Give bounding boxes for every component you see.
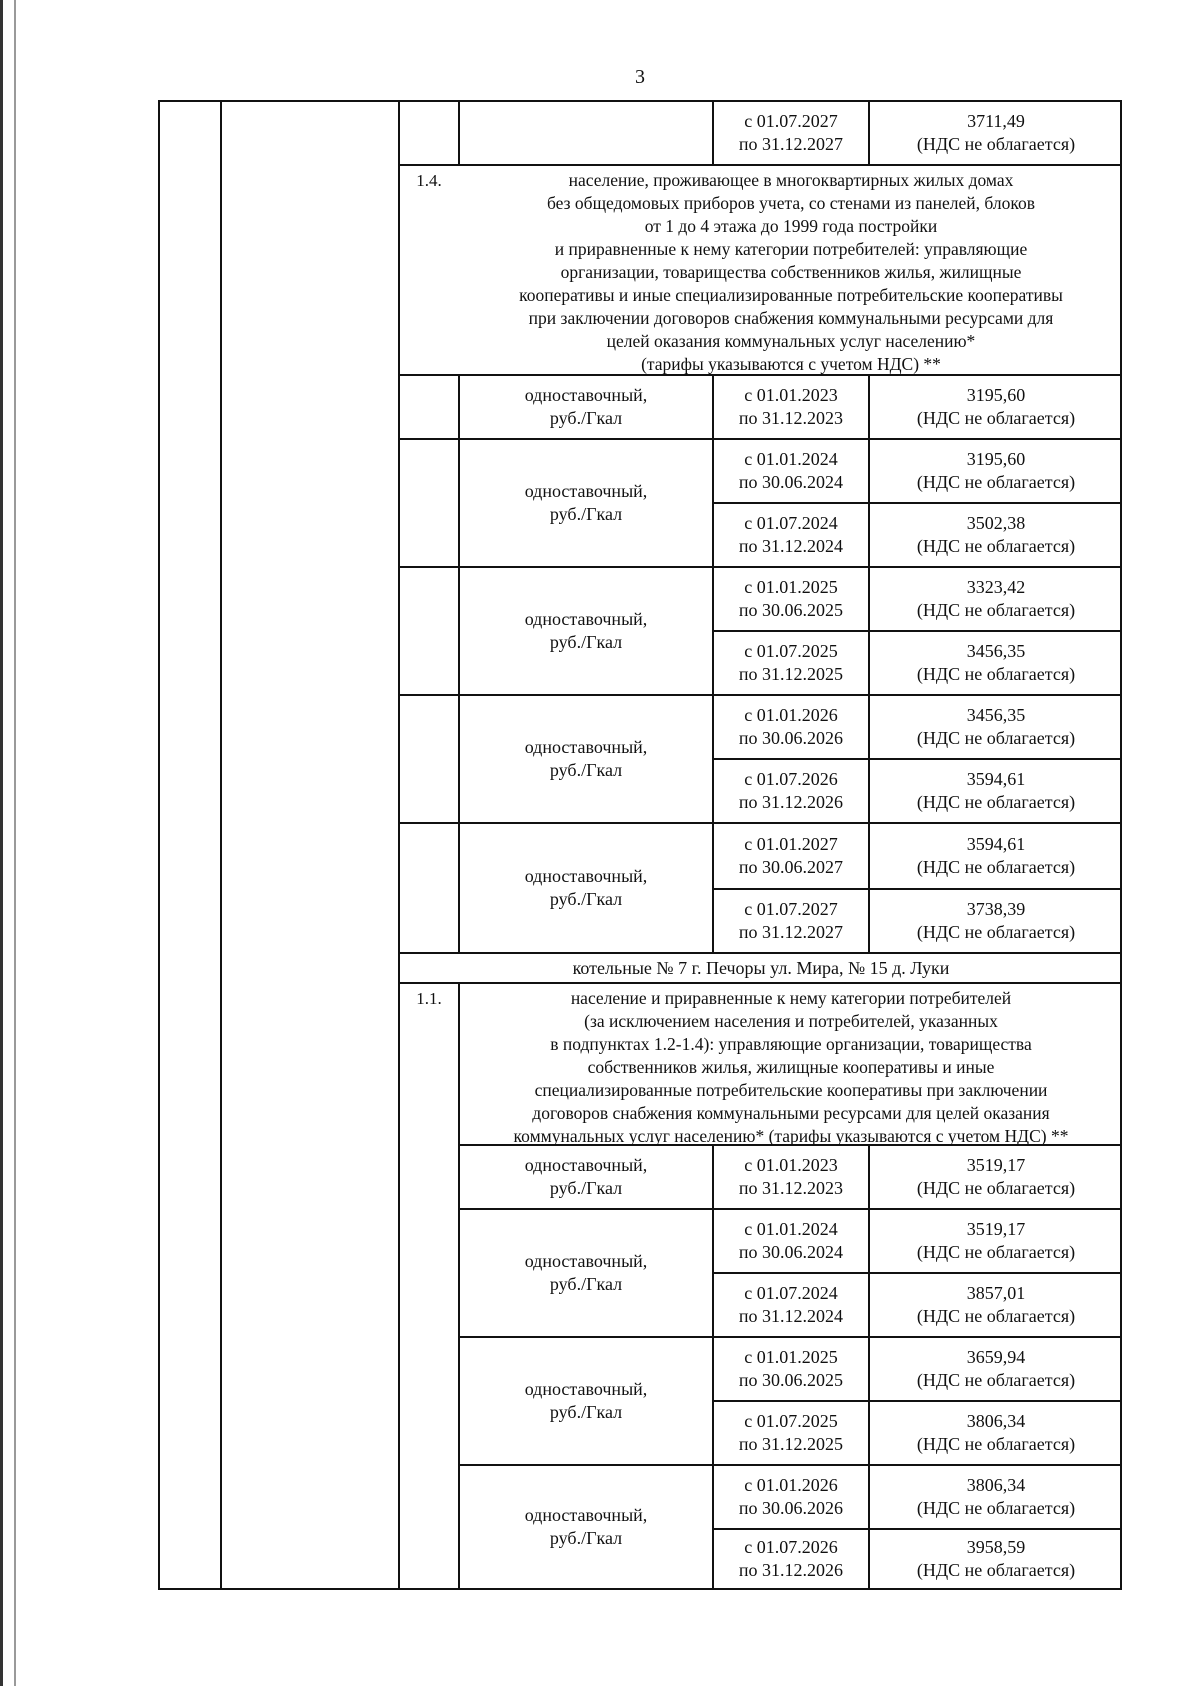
rate-type: одноставочный, xyxy=(524,1155,648,1175)
item-number xyxy=(400,166,458,377)
tariff-cell xyxy=(870,1338,1122,1400)
tariff-cell xyxy=(870,824,1122,888)
period-cell xyxy=(714,1274,868,1336)
period-from: с 01.01.2026 xyxy=(744,705,838,725)
consumer-category-description xyxy=(460,166,1122,377)
period-to: по 31.12.2026 xyxy=(738,1560,844,1580)
description-line: специализированные потребительские кооперативы при заключении xyxy=(534,1080,1048,1100)
rate-type-cell xyxy=(460,1210,712,1336)
period-from: с 01.07.2026 xyxy=(744,769,838,789)
period-to: по 30.06.2025 xyxy=(738,1370,844,1390)
item-number xyxy=(400,984,458,1147)
tariff-cell xyxy=(870,102,1122,164)
period-cell xyxy=(714,504,868,566)
description-line: население, проживающее в многоквартирных жилых домах xyxy=(568,170,1014,190)
column-rule-4a xyxy=(458,102,460,164)
period-cell xyxy=(714,1338,868,1400)
rate-type: одноставочный, xyxy=(524,1505,648,1525)
description-line: без общедомовых приборов учета, со стенами из панелей, блоков xyxy=(546,193,1035,213)
description-line: (тарифы указываются с учетом НДС) ** xyxy=(641,354,941,374)
description-line: собственников жилья, жилищные кооперативы и иные xyxy=(587,1057,995,1077)
rate-type-cell xyxy=(460,376,712,438)
rate-type-cell xyxy=(460,1338,712,1464)
vat-note: (НДС не облагается) xyxy=(916,1498,1076,1518)
vat-note: (НДС не облагается) xyxy=(916,600,1076,620)
rate-type: одноставочный, xyxy=(524,737,648,757)
period-from: с 01.07.2024 xyxy=(744,513,838,533)
period-cell xyxy=(714,696,868,758)
period-to: по 31.12.2025 xyxy=(738,664,844,684)
rate-type-cell xyxy=(460,1466,712,1588)
tariff-value: 3711,49 xyxy=(967,111,1025,131)
period-to: по 31.12.2024 xyxy=(738,1306,844,1326)
rate-type: одноставочный, xyxy=(524,1379,648,1399)
period-cell xyxy=(714,568,868,630)
period-cell xyxy=(714,890,868,952)
item-number-text: 1.1. xyxy=(416,989,442,1008)
vat-note: (НДС не облагается) xyxy=(916,408,1076,428)
period-from: с 01.01.2023 xyxy=(744,1155,838,1175)
item-number-text: 1.4. xyxy=(416,171,442,190)
period-from: с 01.07.2027 xyxy=(744,899,838,919)
description-line: и приравненные к нему категории потребителей: управляющие xyxy=(554,239,1028,259)
rate-type: одноставочный, xyxy=(524,481,648,501)
description-line: коммунальных услуг населению* (тарифы указываются с учетом НДС) ** xyxy=(513,1126,1069,1146)
tariff-cell xyxy=(870,1210,1122,1272)
rate-type-cell xyxy=(460,696,712,822)
vat-note: (НДС не облагается) xyxy=(916,728,1076,748)
description-line: (за исключением населения и потребителей, указанных xyxy=(584,1011,998,1031)
tariff-table xyxy=(158,100,1122,1590)
scan-left-edge-shadow xyxy=(14,0,16,1686)
period-from: с 01.01.2026 xyxy=(744,1475,838,1495)
tariff-value: 3958,59 xyxy=(966,1537,1026,1557)
period-to: по 30.06.2026 xyxy=(738,728,844,748)
tariff-cell xyxy=(870,1466,1122,1528)
rate-type-cell xyxy=(460,824,712,952)
period-to: по 31.12.2027 xyxy=(738,922,844,942)
period-cell xyxy=(714,824,868,888)
period-from: с 01.01.2023 xyxy=(744,385,838,405)
period-to: по 30.06.2026 xyxy=(738,1498,844,1518)
rate-unit: руб./Гкал xyxy=(549,1402,623,1422)
consumer-category-description xyxy=(460,984,1122,1147)
rate-unit: руб./Гкал xyxy=(549,632,623,652)
period-from: с 01.01.2027 xyxy=(744,834,838,854)
description-line: при заключении договоров снабжения коммунальными ресурсами для xyxy=(528,308,1054,328)
rate-unit: руб./Гкал xyxy=(549,1528,623,1548)
rate-unit: руб./Гкал xyxy=(549,504,623,524)
period-from: с 01.07.2025 xyxy=(744,641,838,661)
tariff-cell xyxy=(870,1402,1122,1464)
period-cell xyxy=(714,760,868,822)
description-line: организации, товарищества собственников жилья, жилищные xyxy=(560,262,1022,282)
period-to: по 31.12.2023 xyxy=(738,408,844,428)
tariff-value: 3519,17 xyxy=(966,1155,1026,1175)
period-cell xyxy=(714,1146,868,1208)
description-line: от 1 до 4 этажа до 1999 года постройки xyxy=(644,216,938,236)
period-to: по 31.12.2026 xyxy=(738,792,844,812)
rate-type: одноставочный, xyxy=(524,385,648,405)
rate-type-cell xyxy=(460,440,712,566)
tariff-value: 3857,01 xyxy=(966,1283,1026,1303)
period-cell xyxy=(714,376,868,438)
period-to: по 30.06.2024 xyxy=(738,1242,844,1262)
period-from: с 01.01.2025 xyxy=(744,1347,838,1367)
description-line: в подпунктах 1.2-1.4): управляющие организации, товарищества xyxy=(550,1034,1032,1054)
tariff-cell xyxy=(870,1274,1122,1336)
tariff-value: 3456,35 xyxy=(966,641,1026,661)
vat-note: (НДС не облагается) xyxy=(916,1370,1076,1390)
tariff-value: 3195,60 xyxy=(966,449,1026,469)
tariff-cell xyxy=(870,696,1122,758)
description-line: договоров снабжения коммунальными ресурсами для целей оказания xyxy=(532,1103,1050,1123)
vat-note: (НДС не облагается) xyxy=(916,536,1076,556)
tariff-value: 3806,34 xyxy=(966,1475,1026,1495)
tariff-value: 3594,61 xyxy=(966,834,1026,854)
tariff-value: 3806,34 xyxy=(966,1411,1026,1431)
column-rule-1 xyxy=(220,102,222,1588)
period-cell xyxy=(714,1210,868,1272)
tariff-value: 3594,61 xyxy=(966,769,1026,789)
rate-type-cell xyxy=(460,568,712,694)
tariff-value: 3519,17 xyxy=(966,1219,1026,1239)
rate-type: одноставочный, xyxy=(524,866,648,886)
period-to: по 31.12.2027 xyxy=(738,134,844,154)
rate-unit: руб./Гкал xyxy=(549,760,623,780)
vat-note: (НДС не облагается) xyxy=(916,1434,1076,1454)
vat-note: (НДС не облагается) xyxy=(916,1178,1076,1198)
period-from: с 01.07.2027 xyxy=(744,111,838,131)
period-from: с 01.07.2024 xyxy=(744,1283,838,1303)
tariff-value: 3323,42 xyxy=(966,577,1026,597)
tariff-value: 3738,39 xyxy=(966,899,1026,919)
tariff-cell xyxy=(870,376,1122,438)
period-to: по 30.06.2027 xyxy=(738,857,844,877)
period-from: с 01.01.2025 xyxy=(744,577,838,597)
vat-note: (НДС не облагается) xyxy=(916,134,1076,154)
page-number: 3 xyxy=(635,66,645,88)
period-to: по 31.12.2023 xyxy=(738,1178,844,1198)
vat-note: (НДС не облагается) xyxy=(916,1306,1076,1326)
vat-note: (НДС не облагается) xyxy=(916,664,1076,684)
rate-unit: руб./Гкал xyxy=(549,1178,623,1198)
tariff-cell xyxy=(870,890,1122,952)
scan-left-edge xyxy=(0,0,3,1686)
tariff-cell xyxy=(870,568,1122,630)
tariff-cell xyxy=(870,1146,1122,1208)
tariff-cell xyxy=(870,1530,1122,1588)
rate-type-cell xyxy=(460,1146,712,1208)
tariff-cell xyxy=(870,504,1122,566)
period-to: по 30.06.2024 xyxy=(738,472,844,492)
period-from: с 01.07.2025 xyxy=(744,1411,838,1431)
period-cell xyxy=(714,1466,868,1528)
period-from: с 01.01.2024 xyxy=(744,449,838,469)
tariff-value: 3502,38 xyxy=(966,513,1026,533)
period-cell xyxy=(714,1530,868,1588)
vat-note: (НДС не облагается) xyxy=(916,472,1076,492)
vat-note: (НДС не облагается) xyxy=(916,1560,1076,1580)
period-cell xyxy=(714,440,868,502)
boiler-title-text: котельные № 7 г. Печоры ул. Мира, № 15 д. Луки xyxy=(572,957,950,978)
tariff-cell xyxy=(870,440,1122,502)
tariff-cell xyxy=(870,632,1122,694)
rate-type: одноставочный, xyxy=(524,609,648,629)
tariff-value: 3195,60 xyxy=(966,385,1026,405)
rate-unit: руб./Гкал xyxy=(549,408,623,428)
rate-unit: руб./Гкал xyxy=(549,1274,623,1294)
description-line: целей оказания коммунальных услуг населению* xyxy=(606,331,976,351)
tariff-value: 3456,35 xyxy=(966,705,1026,725)
rate-unit: руб./Гкал xyxy=(549,889,623,909)
period-from: с 01.01.2024 xyxy=(744,1219,838,1239)
description-line: население и приравненные к нему категории потребителей xyxy=(570,988,1012,1008)
period-cell xyxy=(714,632,868,694)
period-to: по 31.12.2024 xyxy=(738,536,844,556)
period-from: с 01.07.2026 xyxy=(744,1537,838,1557)
tariff-value: 3659,94 xyxy=(966,1347,1026,1367)
description-line: кооперативы и иные специализированные потребительские кооперативы xyxy=(519,285,1063,305)
vat-note: (НДС не облагается) xyxy=(916,1242,1076,1262)
tariff-cell xyxy=(870,760,1122,822)
vat-note: (НДС не облагается) xyxy=(916,922,1076,942)
vat-note: (НДС не облагается) xyxy=(916,792,1076,812)
period-cell xyxy=(714,102,868,164)
period-to: по 30.06.2025 xyxy=(738,600,844,620)
vat-note: (НДС не облагается) xyxy=(916,857,1076,877)
rate-type: одноставочный, xyxy=(524,1251,648,1271)
period-cell xyxy=(714,1402,868,1464)
period-to: по 31.12.2025 xyxy=(738,1434,844,1454)
boiler-title xyxy=(400,954,1122,982)
